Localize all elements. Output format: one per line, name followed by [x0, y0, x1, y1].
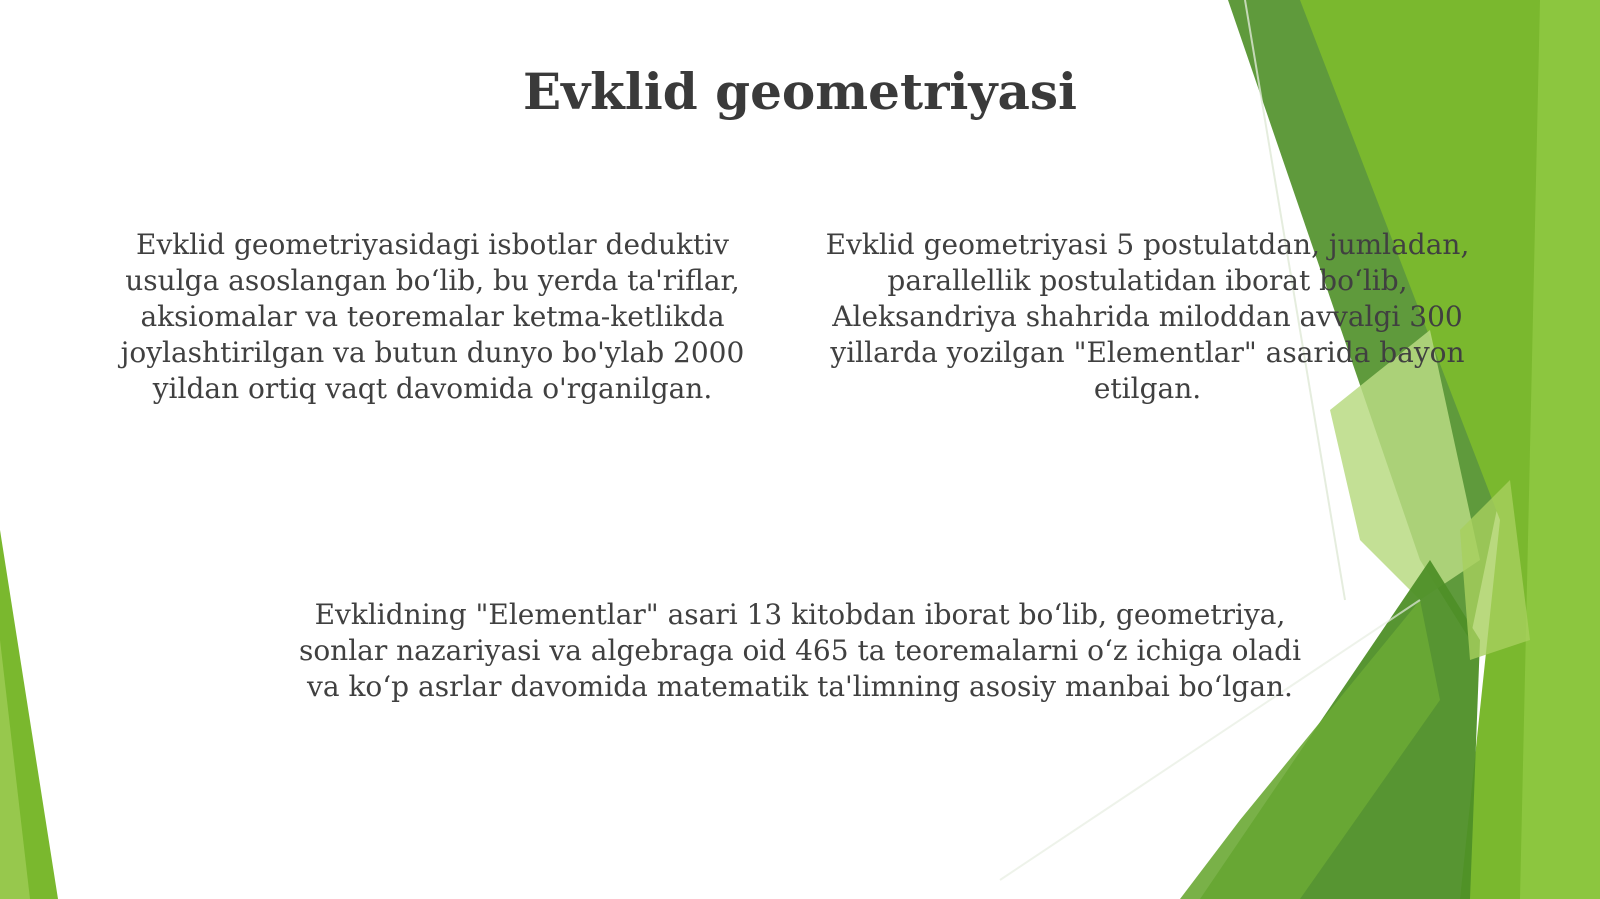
paragraph-right: Evklid geometriyasi 5 postulatdan, jumladan, parallellik postulatidan iborat bo‘lib, Aleksandriya shahrida miloddan avvalgi 300 yillarda yozilgan "Elementlar" asarida bayon etilgan.: [825, 228, 1470, 405]
paragraph-left: Evklid geometriyasidagi isbotlar deduktiv usulga asoslangan bo‘lib, bu yerda ta'riflar, aksiomalar va teoremalar ketma-ketlikda joylashtirilgan va butun dunyo bo'ylab 2000 yildan ortiq vaqt davomida o'rganilgan.: [120, 228, 745, 405]
slide-title: Evklid geometriyasi: [522, 62, 1078, 121]
paragraph-bottom: Evklidning "Elementlar" asari 13 kitobdan iborat bo‘lib, geometriya, sonlar nazariyasi va algebraga oid 465 ta teoremalarni o‘z ichiga oladi va ko‘p asrlar davomida matematik ta'limning asosiy manbai bo‘lgan.: [298, 598, 1302, 703]
